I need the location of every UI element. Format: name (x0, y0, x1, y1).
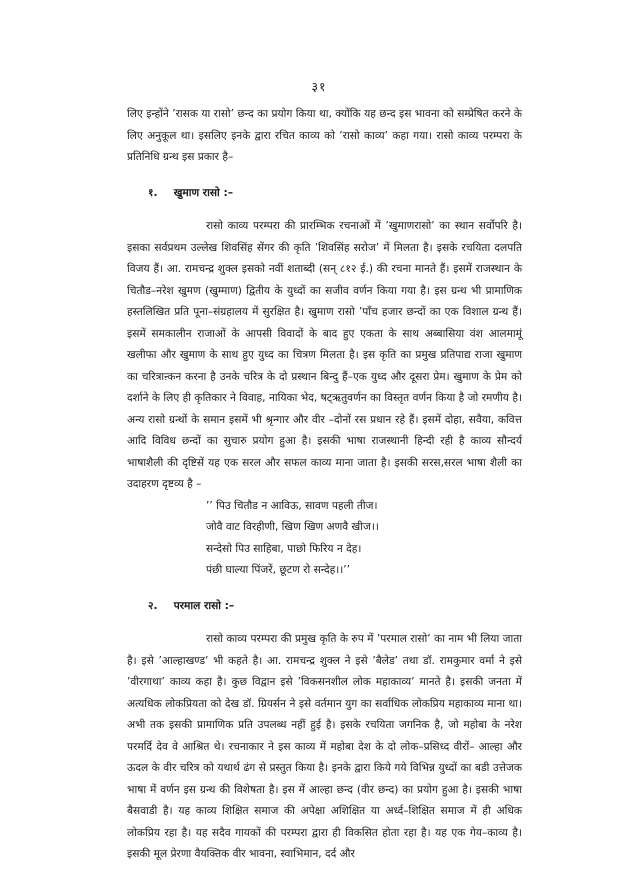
section-1-paragraph: रासो काव्य परम्परा की प्रारम्भिक रचनाओं में ’खुमाणरासो’ का स्थान सर्वोपरि है। इसका सर्वप्रथम उल्लेख शिवसिंह सेंगर की कृति ’शिवसिंह सरोज’ में मिलता है। इसके रचयिता दलपति विजय हैं। आ. रामचन्द्र शुक्ल इसको नवीं शताब्दी (सन् ८१२ ई.) की रचना मानते हैं। इसमें राजस्थान के चितौड–नरेश खुमण (खुम्माण) द्वितीय के युध्दों का सजीव वर्णन किया गया है। इस ग्रन्थ भी प्रामाणिक हस्तलिखित प्रति पूना–संग्रहालय में सुरक्षित है। खुमाण रासो ’पाँच हजार छन्दों का एक विशाल ग्रन्थ हैं। इसमें समकालीन राजाओं के आपसी विवादों के बाद हुए एकता के साथ अब्बासिया वंश आलमामूं खलीफा और खुमाण के साथ हुए युध्द का चित्रण मिलता है। इस कृति का प्रमुख प्रतिपाद्य राजा खुमाण का चरित्राऩ्कन करना है उनके चरित्र के दो प्रस्थान बिन्दु हैं–एक युध्द और दूसरा प्रेम। खुमाण के प्रेम को दर्शाने के लिए ही कृतिकार ने विवाह, नायिका भेद, षट्‌ऋतुवर्णन का विस्तृत वर्णन किया है जो रमणीय है। अन्य रासो ग्रन्थों के समान इसमें भी श्रृन्गार और वीर –दोनों रस प्रधान रहे हैं। इसमें दोहा, सवैया, कवित्त आदि विविध छन्दों का सुचारु प्रयोग हुआ है। इसकी भाषा राजस्थानी हिन्दी रही है काव्य सौन्दर्य भाषाशैली की दृष्टिसें यह एक सरल और सफल काव्य माना जाता है। इसकी सरस,सरल भाषा शैली का उदाहरण दृष्टव्य है – (127, 220, 522, 490)
intro-paragraph: लिए इन्होंने ’रासक या रासो’ छन्द का प्रयोग किया था, क्योंकि यह छन्द इस भावना को सम्प्रेषित करने के लिए अनुकूल था। इसलिए इनके द्वारा रचित काव्य को ’रासो काव्य’ कहा गया। रासो काव्य परम्परा के प्रतिनिधि ग्रन्थ इस प्रकार है– (127, 108, 522, 163)
page-number: ३१ (311, 79, 327, 94)
section-2-heading (148, 596, 522, 618)
section-1-heading (148, 183, 522, 205)
page-body (127, 104, 522, 866)
verse-line: जोवै वाट विरहीणी, खिण खिण अणवै खीज।। (206, 521, 379, 533)
section-2-title: परमाल रासो :– (173, 599, 235, 612)
verse-block (206, 496, 522, 582)
section-2-number: २. (148, 599, 158, 612)
verse-line: पंछी घाल्या पिंजरें, छूटण रो सन्देह।।’’ (206, 564, 351, 576)
section-1-number: १. (148, 186, 158, 199)
section-1-title: खुमाण रासो :– (173, 186, 233, 199)
section-2-paragraph: रासो काव्य परम्परा की प्रमुख कृति के रुप में ’परमाल रासो’ का नाम भी लिया जाता है। इसे ’आल्हाखण्ड’ भी कहते है। आ. रामचन्द्र शुक्ल ने इसे ’बैलेड’ तथा डॉ. रामकुमार वर्मा ने इसे ’वीरगाथा’ काव्य कहा है। कुछ विद्वान इसे ’विकसनशील लोक महाकाव्य’ मानते है। इसकी जनता में अत्यधिक लोकप्रियता को देख डॉ. ग्रियर्सन ने इसे वर्तमान युग का सर्वाधिक लोकप्रिय महाकाव्य माना था। अभी तक इसकी प्रामाणिक प्रति उपलब्ध नहीं हुई है। इसके रचयिता जगनिक है, जो महोबा के नरेश परमर्दि देव वे आश्रित थे। रचनाकार ने इस काव्य में महोबा देश के दो लोक–प्रसिध्द वीरों– आल्हा और ऊदल के वीर चरित्र को यथार्थ ढंग से प्रस्तुत किया है। इनके द्वारा किये गये विभिन्न युध्दों का बडी उत्तेजक भाषा में वर्णन इस ग्रन्थ की विशेषता है। इस में आल्हा छन्द (वीर छन्द) का प्रयोग हुआ है। इसकी भाषा बैसवाडी है। यह काव्य शिक्षित समाज की अपेक्षा अशिक्षित या अर्ध्द–शिक्षित समाज में ही अधिक लोकप्रिय रहा है। यह सदैव गायकों की परम्परा द्वारा ही विकसित होता रहा है। यह एक गेय–काव्य है। इसकी मूल प्रेरणा वैयक्तिक वीर भावना, स्वाभिमान, दर्द और (127, 633, 522, 860)
verse-line: ’’ पिउ चितौड न आविऊ, सावण पहली तीज। (206, 499, 378, 512)
verse-line: सन्देसो पिउ साहिबा, पाछो फिरिय न देह। (206, 542, 362, 555)
